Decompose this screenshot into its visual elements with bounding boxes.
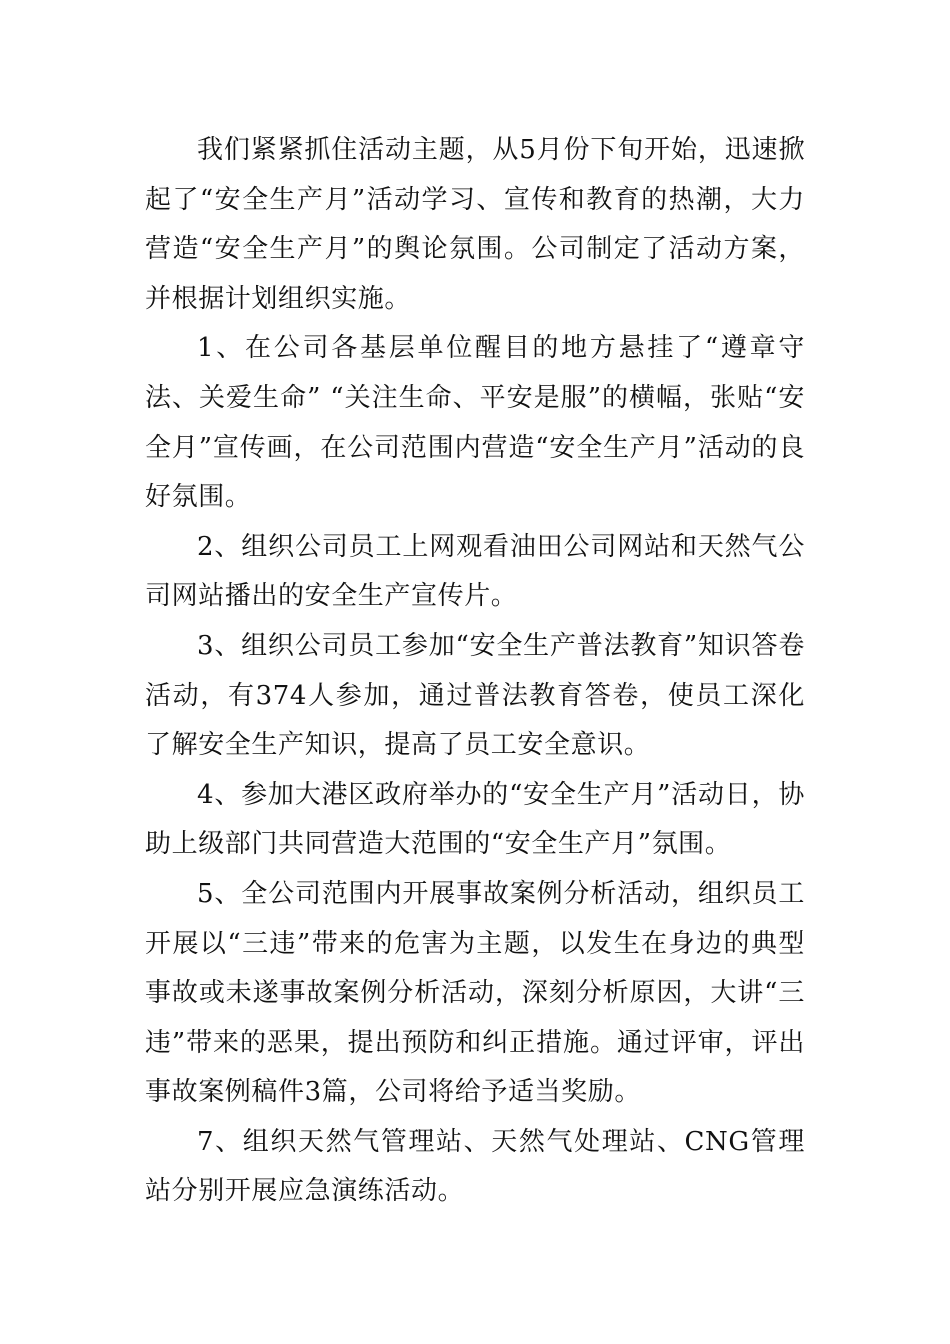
paragraph-item-3: 3、组织公司员工参加“安全生产普法教育”知识答卷活动，有374人参加，通过普法教育答卷，使员工深化了解安全生产知识，提高了员工安全意识。	[145, 630, 805, 761]
paragraph-item-2: 2、组织公司员工上网观看油田公司网站和天然气公司网站播出的安全生产宣传片。	[145, 531, 805, 612]
paragraph-item-5: 5、全公司范围内开展事故案例分析活动，组织员工开展以“三违”带来的危害为主题，以发生在身边的典型事故或未遂事故案例分析活动，深刻分析原因，大讲“三违”带来的恶果，提出预防和纠正措施。通过评审，评出事故案例稿件3篇，公司将给予适当奖励。	[145, 878, 805, 1108]
paragraph-item-1: 1、在公司各基层单位醒目的地方悬挂了“遵章守法、关爱生命” “关注生命、平安是服”的横幅，张贴“安全月”宣传画，在公司范围内营造“安全生产月”活动的良好氛围。	[145, 333, 805, 513]
document-body	[145, 126, 805, 1217]
paragraph-intro: 我们紧紧抓住活动主题，从5月份下旬开始，迅速掀起了“安全生产月”活动学习、宣传和教育的热潮，大力营造“安全生产月”的舆论氛围。公司制定了活动方案，并根据计划组织实施。	[145, 135, 805, 314]
paragraph-item-7: 7、组织天然气管理站、天然气处理站、CNG管理站分别开展应急演练活动。	[145, 1126, 805, 1207]
paragraph-item-4: 4、参加大港区政府举办的“安全生产月”活动日，协助上级部门共同营造大范围的“安全生产月”氛围。	[145, 779, 805, 860]
